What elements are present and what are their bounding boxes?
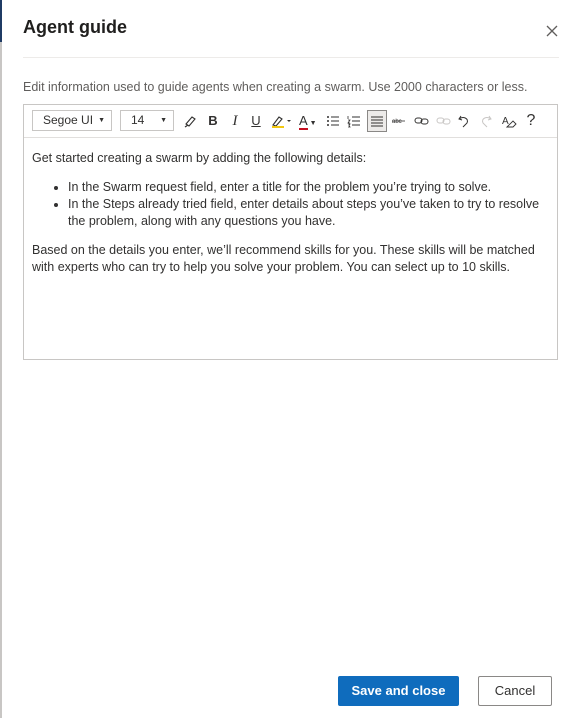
help-icon[interactable]: ? <box>526 112 536 129</box>
editor-toolbar <box>24 105 557 138</box>
underline-icon[interactable]: U <box>251 113 261 128</box>
font-family-dropdown[interactable] <box>32 110 112 131</box>
strikethrough-icon[interactable] <box>392 111 406 131</box>
numbered-list-icon[interactable] <box>347 111 361 131</box>
bulleted-list-icon[interactable] <box>326 111 340 131</box>
chevron-down-icon: ▼ <box>98 117 105 124</box>
header-divider <box>23 57 559 58</box>
undo-icon[interactable] <box>457 111 471 131</box>
italic-icon[interactable]: I <box>232 113 238 129</box>
editor-intro: Get started creating a swarm by adding the following details: <box>32 151 367 165</box>
chevron-down-icon: ▼ <box>309 120 317 127</box>
cancel-button[interactable]: Cancel <box>478 676 552 706</box>
font-size-dropdown[interactable] <box>120 110 174 131</box>
chevron-down-icon: ▼ <box>160 117 167 124</box>
list-item: • In the Swarm request field, enter a title for the problem you’re trying to solve. <box>68 179 549 196</box>
clear-formatting-icon[interactable] <box>501 111 517 131</box>
bold-icon[interactable]: B <box>208 113 218 128</box>
redo-icon[interactable] <box>479 111 493 131</box>
close-icon[interactable] <box>542 21 562 41</box>
font-family-value: Segoe UI <box>43 113 94 127</box>
insert-link-icon[interactable] <box>414 111 430 131</box>
agent-guide-panel <box>2 0 580 718</box>
editor-closing: Based on the details you enter, we’ll recommend skills for you. These skills will be matched with experts who can try to help you solve your problem. You can select up to 10 skills. <box>32 243 535 274</box>
svg-text:abc: abc <box>392 119 402 125</box>
panel-description: Edit information used to guide agents when creating a swarm. Use 2000 characters or less. <box>23 80 528 94</box>
panel-title: Agent guide <box>23 17 127 37</box>
format-painter-icon[interactable] <box>184 111 198 131</box>
list-item: • In the Steps already tried field, enter details about steps you’ve taken to try to resolve the problem, along with any questions you have. <box>68 196 549 230</box>
align-icon[interactable] <box>367 110 387 132</box>
highlight-icon[interactable] <box>271 111 293 131</box>
font-color-icon[interactable] <box>299 111 321 131</box>
font-color-letter: A <box>299 113 308 128</box>
svg-text:A: A <box>502 116 509 127</box>
save-and-close-button[interactable]: Save and close <box>338 676 459 706</box>
font-size-value: 14 <box>131 113 145 127</box>
rich-text-editor[interactable] <box>23 104 558 360</box>
editor-bullet-list <box>32 179 549 230</box>
editor-content[interactable] <box>24 138 557 284</box>
remove-link-icon[interactable] <box>436 111 452 131</box>
